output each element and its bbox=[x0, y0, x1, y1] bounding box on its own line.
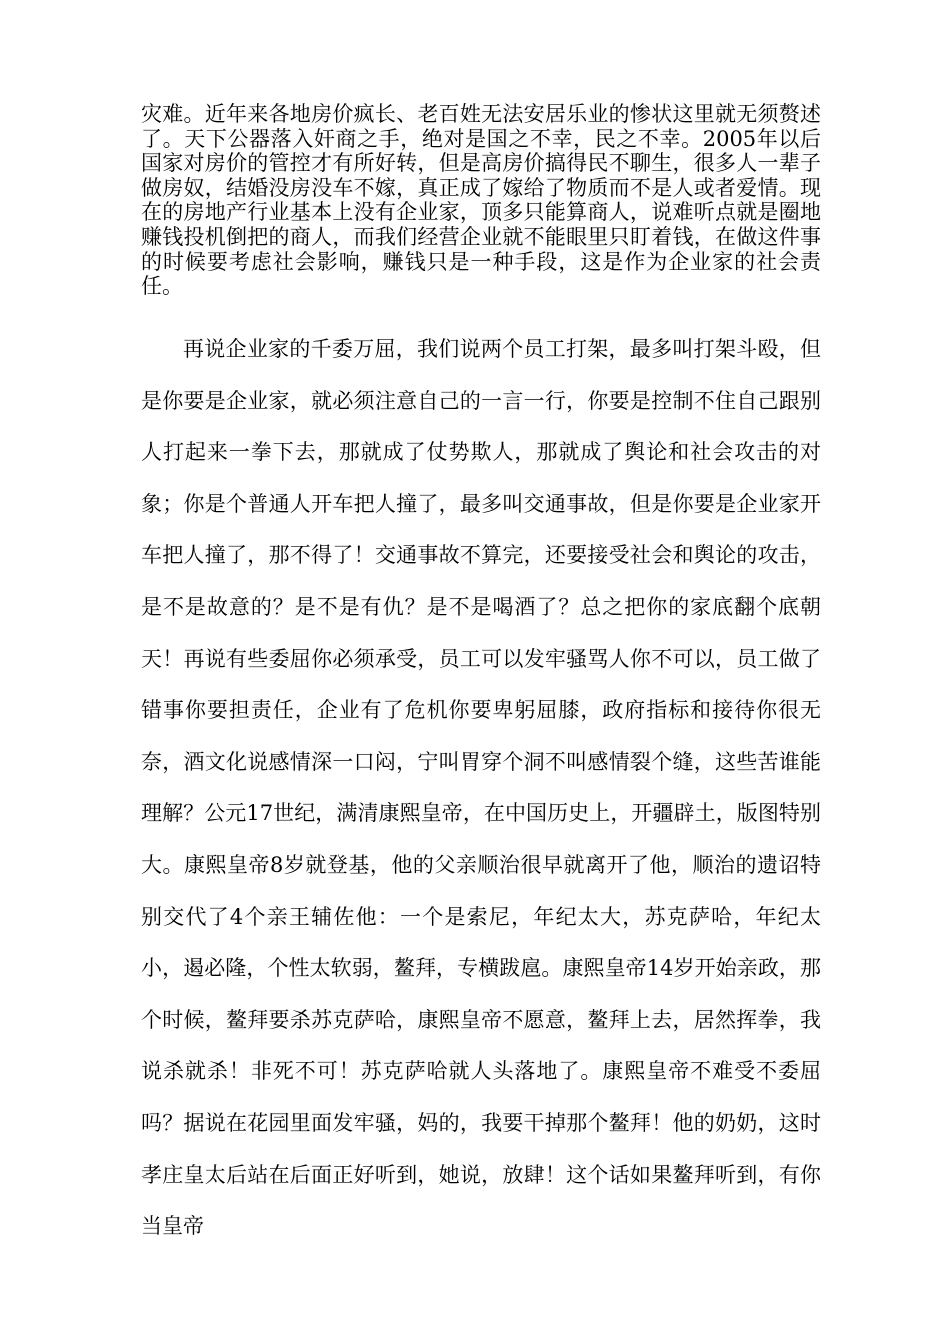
paragraph-2: 再说企业家的千委万屈，我们说两个员工打架，最多叫打架斗殴，但是你要是企业家，就必须注意自己的一言一行，你要是控制不住自己跟别人打起来一拳下去，那就成了仗势欺人，那就成了舆论和社会攻击的对象；你是个普通人开车把人撞了，最多叫交通事故，但是你要是企业家开车把人撞了，那不得了！交通事故不算完，还要接受社会和舆论的攻击，是不是故意的？是不是有仇？是不是喝酒了？总之把你的家底翻个底朝天！再说有些委屈你必须承受，员工可以发牢骚骂人你不可以，员工做了错事你要担责任，企业有了危机你要卑躬屈膝，政府指标和接待你很无奈，酒文化说感情深一口闷，宁叫胃穿个洞不叫感情裂个缝，这些苦谁能理解？公元17世纪，满清康熙皇帝，在中国历史上，开疆辟土，版图特别大。康熙皇帝8岁就登基，他的父亲顺治很早就离开了他，顺治的遗诏特别交代了4个亲王辅佐他：一个是索尼，年纪太大，苏克萨哈，年纪太小，遏必隆，个性太软弱，鳌拜，专横跋扈。康熙皇帝14岁开始亲政，那个时候，鳌拜要杀苏克萨哈，康熙皇帝不愿意，鳌拜上去，居然挥拳，我说杀就杀！非死不可！苏克萨哈就人头落地了。康熙皇帝不难受不委屈吗？据说在花园里面发牢骚，妈的，我要干掉那个鳌拜！他的奶奶，这时孝庄皇太后站在后面正好听到，她说，放肆！这个话如果鳌拜听到，有你当皇帝 bbox=[141, 337, 821, 1239]
paragraph-1: 灾难。近年来各地房价疯长、老百姓无法安居乐业的惨状这里就无须赘述了。天下公器落入奸商之手，绝对是国之不幸，民之不幸。2005年以后国家对房价的管控才有所好转，但是高房价搞得民不聊生，很多人一辈子做房奴，结婚没房没车不嫁，真正成了嫁给了物质而不是人或者爱情。现在的房地产行业基本上没有企业家，顶多只能算商人，说难听点就是圈地赚钱投机倒把的商人，而我们经营企业就不能眼里只盯着钱，在做这件事的时候要考虑社会影响，赚钱只是一种手段，这是作为企业家的社会责任。 bbox=[141, 102, 821, 299]
